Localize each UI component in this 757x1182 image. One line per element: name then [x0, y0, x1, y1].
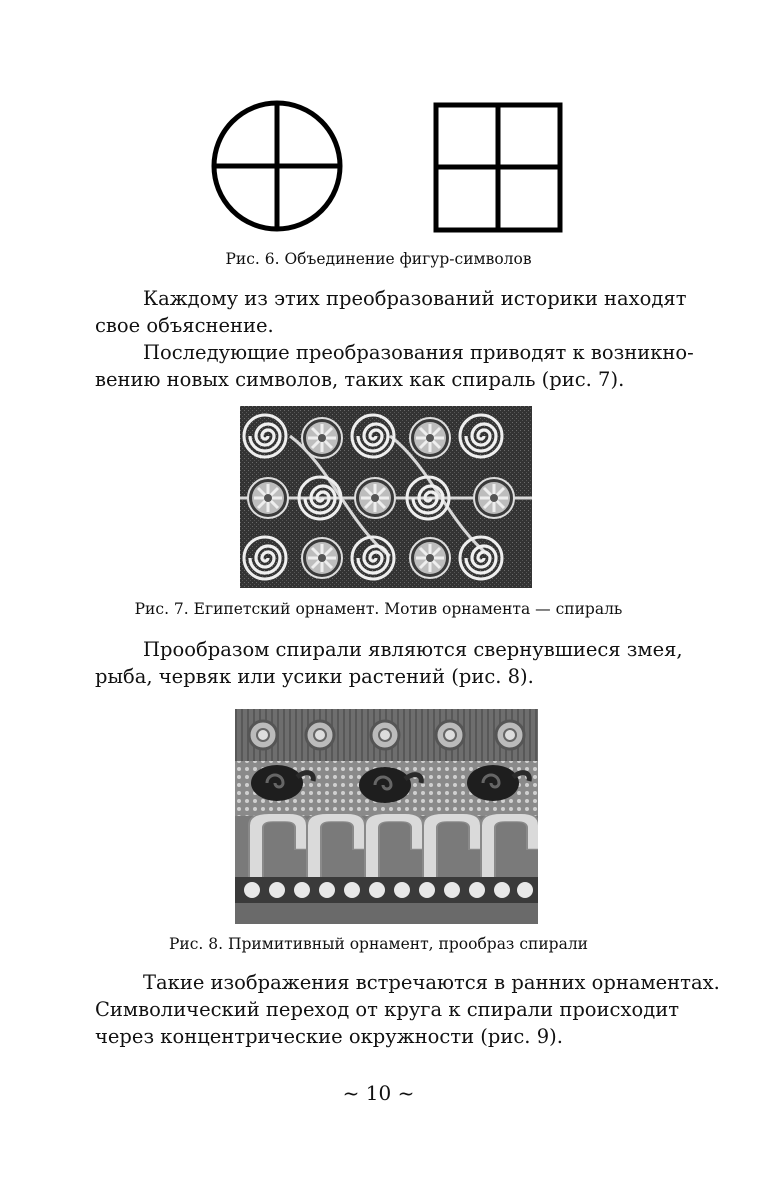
paragraph-2 [95, 339, 694, 393]
figure-6-caption: Рис. 6. Объединение фигур-символов [225, 250, 532, 268]
text-line: Прообразом спирали являются свернувшиеся змея, [143, 638, 683, 661]
figure-7-caption: Рис. 7. Египетский орнамент. Мотив орнамента — спираль [134, 600, 623, 618]
paragraph-1 [95, 285, 687, 339]
text-line: вению новых символов, таких как спираль (рис. 7). [95, 368, 625, 391]
figure-6-symbols [205, 98, 565, 238]
text-line: свое объяснение. [95, 314, 274, 337]
text-line: Каждому из этих преобразований историки находят [143, 287, 687, 310]
page-number: ~ 10 ~ [342, 1081, 415, 1105]
text-line: рыба, червяк или усики растений (рис. 8). [95, 665, 534, 688]
paragraph-3 [95, 636, 683, 690]
figure-7-egyptian-ornament [240, 406, 532, 588]
paragraph-4 [95, 969, 720, 1050]
text-line: через концентрические окружности (рис. 9). [95, 1025, 563, 1048]
text-line: Символический переход от круга к спирали происходит [95, 998, 679, 1021]
text-line: Последующие преобразования приводят к возникно- [143, 341, 694, 364]
figure-8-caption: Рис. 8. Примитивный орнамент, прообраз спирали [168, 935, 588, 953]
text-line: Такие изображения встречаются в ранних орнаментах. [143, 971, 720, 994]
figure-8-primitive-ornament [235, 709, 538, 924]
